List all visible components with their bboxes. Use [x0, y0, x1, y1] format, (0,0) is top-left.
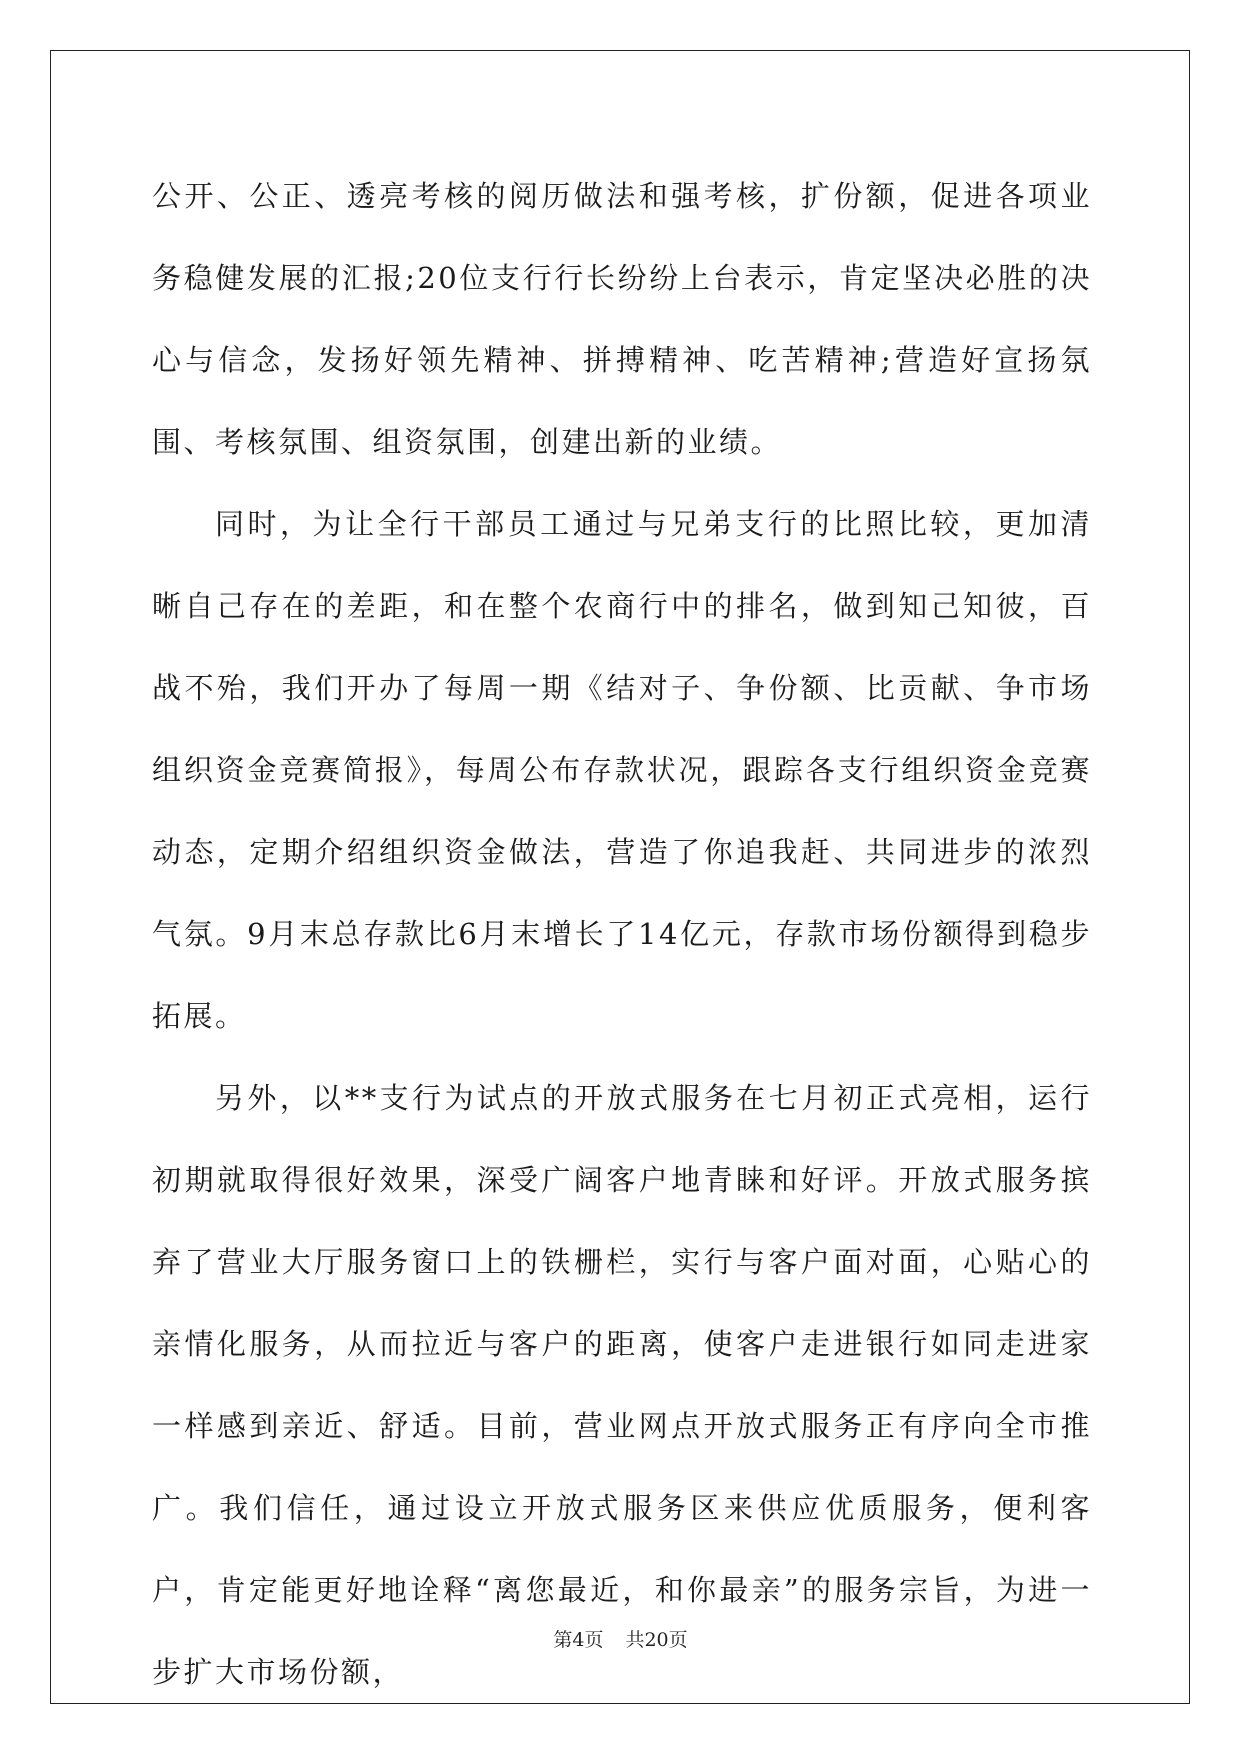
paragraph-3: 另外，以**支行为试点的开放式服务在七月初正式亮相，运行初期就取得很好效果，深受广阔客户地青睐和好评。开放式服务摈弃了营业大厅服务窗口上的铁栅栏，实行与客户面对面，心贴心的亲情化服务，从而拉近与客户的距离，使客户走进银行如同走进家一样感到亲近、舒适。目前，营业网点开放式服务正有序向全市推广。我们信任，通过设立开放式服务区来供应优质服务，便利客户，肯定能更好地诠释“离您最近，和你最亲”的服务宗旨，为进一步扩大市场份额，: [152, 1081, 1092, 1689]
page-footer: [0, 1625, 1241, 1652]
paragraph-2: 同时，为让全行干部员工通过与兄弟支行的比照比较，更加清晰自己存在的差距，和在整个农商行中的排名，做到知己知彼，百战不殆，我们开办了每周一期《结对子、争份额、比贡献、争市场组织资金竞赛简报》，每周公布存款状况，跟踪各支行组织资金竞赛动态，定期介绍组织资金做法，营造了你追我赶、共同进步的浓烈气氛。9月末总存款比6月末增长了14亿元，存款市场份额得到稳步拓展。: [152, 507, 1092, 1033]
paragraph-1: 公开、公正、透亮考核的阅历做法和强考核，扩份额，促进各项业务稳健发展的汇报;20位支行行长纷纷上台表示，肯定坚决必胜的决心与信念，发扬好领先精神、拼搏精神、吃苦精神;营造好宣扬氛围、考核氛围、组资氛围，创建出新的业绩。: [152, 179, 1092, 459]
page-number: 第4页: [553, 1629, 604, 1651]
document-body: [152, 155, 1092, 1713]
page-total: 共20页: [625, 1629, 688, 1651]
